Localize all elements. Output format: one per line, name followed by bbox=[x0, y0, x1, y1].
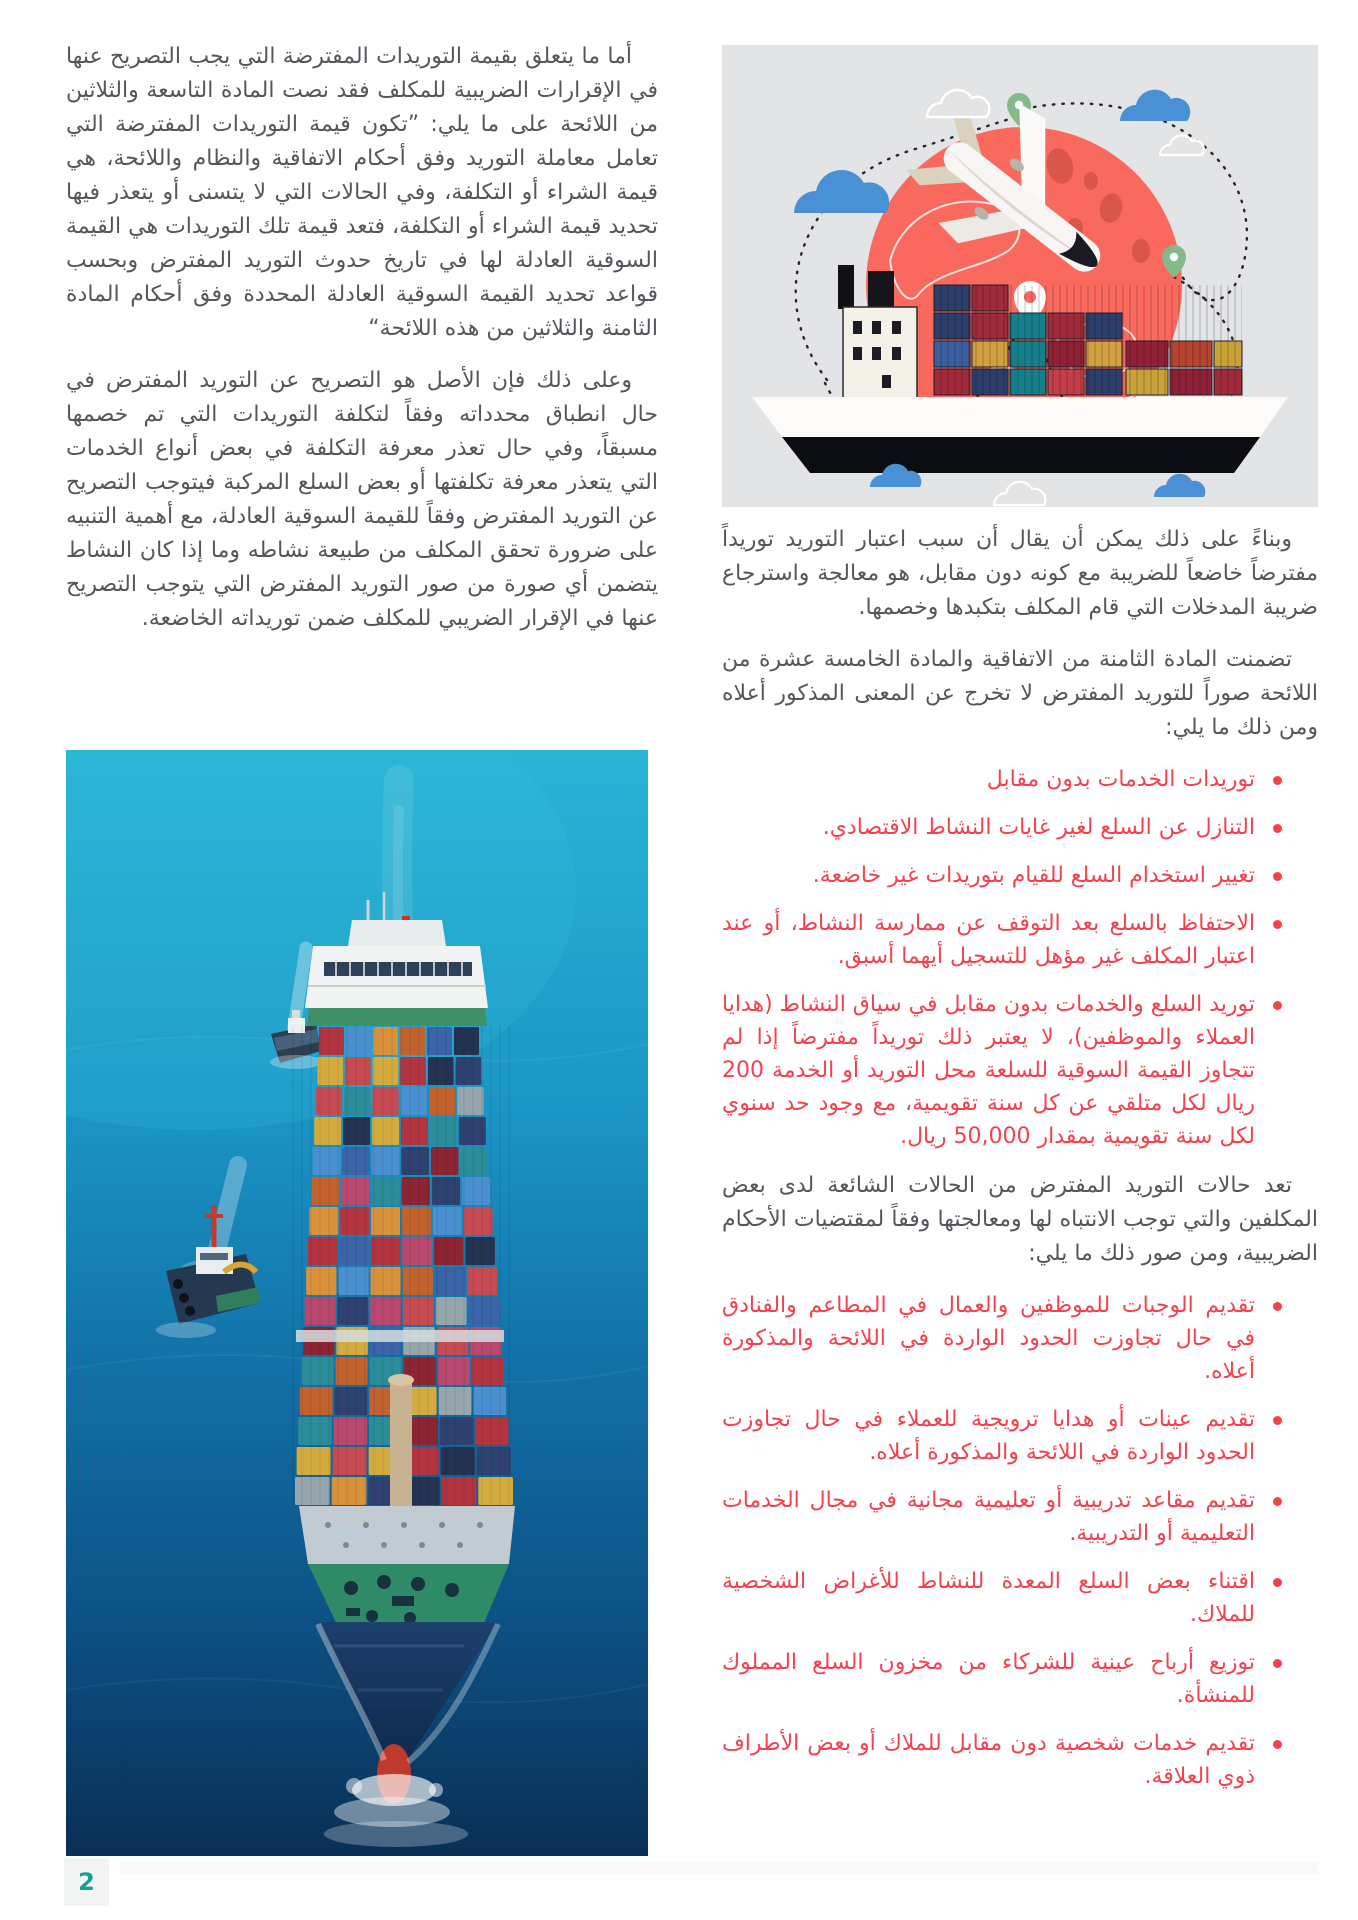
list-item-text: توزيع أرباح عينية للشركاء من مخزون السلع المملوك للمنشأة. bbox=[722, 1650, 1255, 1708]
list-item bbox=[722, 1727, 1318, 1793]
list-item-text: الاحتفاظ بالسلع بعد التوقف عن ممارسة النشاط، أو عند اعتبار المكلف غير مؤهل للتسجيل أيهما أسبق. bbox=[722, 911, 1255, 969]
ship-hull-white bbox=[752, 397, 1288, 437]
paragraph-article-eight: تضمنت المادة الثامنة من الاتفاقية والمادة الخامسة عشرة من اللائحة صوراً للتوريد المفترض لا تخرج عن المعنى المذكور أعلاه ومن ذلك ما يلي: bbox=[722, 647, 1318, 740]
bullet-icon bbox=[1273, 872, 1282, 881]
list-item-text: تغيير استخدام السلع للقيام بتوريدات غير خاضعة. bbox=[812, 863, 1255, 888]
list-item bbox=[722, 988, 1318, 1153]
list-item-text: تقديم خدمات شخصية دون مقابل للملاك أو بعض الأطراف ذوي العلاقة. bbox=[722, 1731, 1255, 1789]
container-ship-photo bbox=[66, 750, 648, 1856]
ship-breakwater bbox=[299, 1506, 515, 1564]
list-item bbox=[722, 1484, 1318, 1550]
ship-hull-black bbox=[782, 437, 1260, 473]
list-item-text: تقديم مقاعد تدريبية أو تعليمية مجانية في مجال الخدمات التعليمية أو التدريبية. bbox=[722, 1488, 1255, 1546]
bullet-icon bbox=[1273, 1416, 1282, 1425]
paragraph-declaration-principle: وعلى ذلك فإن الأصل هو التصريح عن التوريد المفترض في حال انطباق محدداته وفقاً لتكلفة التوريدات التي تم خصمها مسبقاً، وفي حال تعذر معرفة التكلفة في بعض أنواع الخدمات التي يتعذر معرفة تكلفتها أو بعض السلع المركبة فيتوجب التصريح عن التوريد المفترض وفقاً للقيمة السوقية العادلة، مع أهمية التنبيه على ضرورة تحقق المكلف من طبيعة نشاطه وما إذا كان النشاط يتضمن أي صورة من صور التوريد المفترض التي يتوجب التصريح عنها في الإقرار الضريبي للمكلف ضمن توريداته الخاضعة. bbox=[66, 368, 658, 631]
container-ship-photo-svg bbox=[66, 750, 648, 1856]
list-item bbox=[722, 1646, 1318, 1712]
deemed-supply-forms-list bbox=[722, 763, 1318, 1153]
bullet-icon bbox=[1273, 1740, 1282, 1749]
bullet-icon bbox=[1273, 1578, 1282, 1587]
list-item bbox=[722, 1565, 1318, 1631]
list-item bbox=[722, 1289, 1318, 1388]
bullet-icon bbox=[1273, 1659, 1282, 1668]
bullet-icon bbox=[1273, 1001, 1282, 1010]
list-item-text: توريد السلع والخدمات بدون مقابل في سياق النشاط (هدايا العملاء والموظفين)، لا يعتبر ذلك توريداً مفترضاً إذا لم تتجاوز القيمة السوقية للسلعة محل التوريد أو الخدمة 200 ريال لكل متلقي عن كل سنة تقويمية، مع وجود حد سنوي لكل سنة تقويمية بمقدار 50,000 ريال. bbox=[722, 992, 1255, 1149]
page-number: 2 bbox=[64, 1858, 109, 1906]
global-trade-illustration-svg bbox=[722, 45, 1318, 507]
bullet-icon bbox=[1273, 1302, 1282, 1311]
global-trade-illustration bbox=[722, 45, 1318, 507]
list-item bbox=[722, 763, 1318, 796]
bullet-icon bbox=[1273, 776, 1282, 785]
list-item bbox=[722, 907, 1318, 973]
list-item bbox=[722, 811, 1318, 844]
ship-bridge bbox=[305, 946, 488, 1008]
list-item-text: تقديم الوجبات للموظفين والعمال في المطاعم والفنادق في حال تجاوزت الحدود الواردة في اللائحة والمذكورة أعلاه. bbox=[722, 1293, 1255, 1384]
list-item-text: اقتناء بعض السلع المعدة للنشاط للأغراض الشخصية للملاك. bbox=[722, 1569, 1255, 1627]
bullet-icon bbox=[1273, 920, 1282, 929]
paragraph-supply-value: أما ما يتعلق بقيمة التوريدات المفترضة التي يجب التصريح عنها في الإقرارات الضريبية للمكلف فقد نصت المادة التاسعة والثلاثين من اللائحة على ما يلي: ”تكون قيمة التوريدات المفترضة التي تعامل معاملة التوريد وفق أحكام الاتفاقية والنظام واللائحة، هي قيمة الشراء أو التكلفة، وفي الحالات التي لا يتسنى أو يتعذر فيها تحديد قيمة الشراء أو التكلفة، فتعد قيمة تلك التوريدات هي القيمة السوقية العادلة لها في تاريخ حدوث التوريد المفترض وبحسب قواعد تحديد القيمة السوقية العادلة المحددة وفق أحكام المادة الثامنة والثلاثين من هذه اللائحة“ bbox=[66, 44, 658, 341]
bullet-icon bbox=[1273, 1497, 1282, 1506]
list-item bbox=[722, 859, 1318, 892]
left-column bbox=[66, 40, 658, 654]
right-column bbox=[722, 45, 1318, 1809]
list-item-text: توريدات الخدمات بدون مقابل bbox=[986, 767, 1255, 792]
bullet-icon bbox=[1273, 824, 1282, 833]
paragraph-common-cases: تعد حالات التوريد المفترض من الحالات الشائعة لدى بعض المكلفين والتي توجب الانتباه لها ومعالجتها وفقاً لمقتضيات الأحكام الضريبية، ومن صور ذلك ما يلي: bbox=[722, 1173, 1318, 1266]
footer-divider bbox=[120, 1862, 1318, 1874]
list-item-text: التنازل عن السلع لغير غايات النشاط الاقتصادي. bbox=[822, 815, 1255, 840]
common-cases-list bbox=[722, 1289, 1318, 1793]
list-item bbox=[722, 1403, 1318, 1469]
list-item-text: تقديم عينات أو هدايا ترويجية للعملاء في حال تجاوزت الحدود الواردة في اللائحة والمذكورة أعلاه. bbox=[722, 1407, 1255, 1465]
paragraph-deemed-supply-reason: وبناءً على ذلك يمكن أن يقال أن سبب اعتبار التوريد توريداً مفترضاً خاضعاً للضريبة مع كونه دون مقابل، هو معالجة واسترجاع ضريبة المدخلات التي قام المكلف بتكبدها وخصمها. bbox=[722, 527, 1318, 620]
